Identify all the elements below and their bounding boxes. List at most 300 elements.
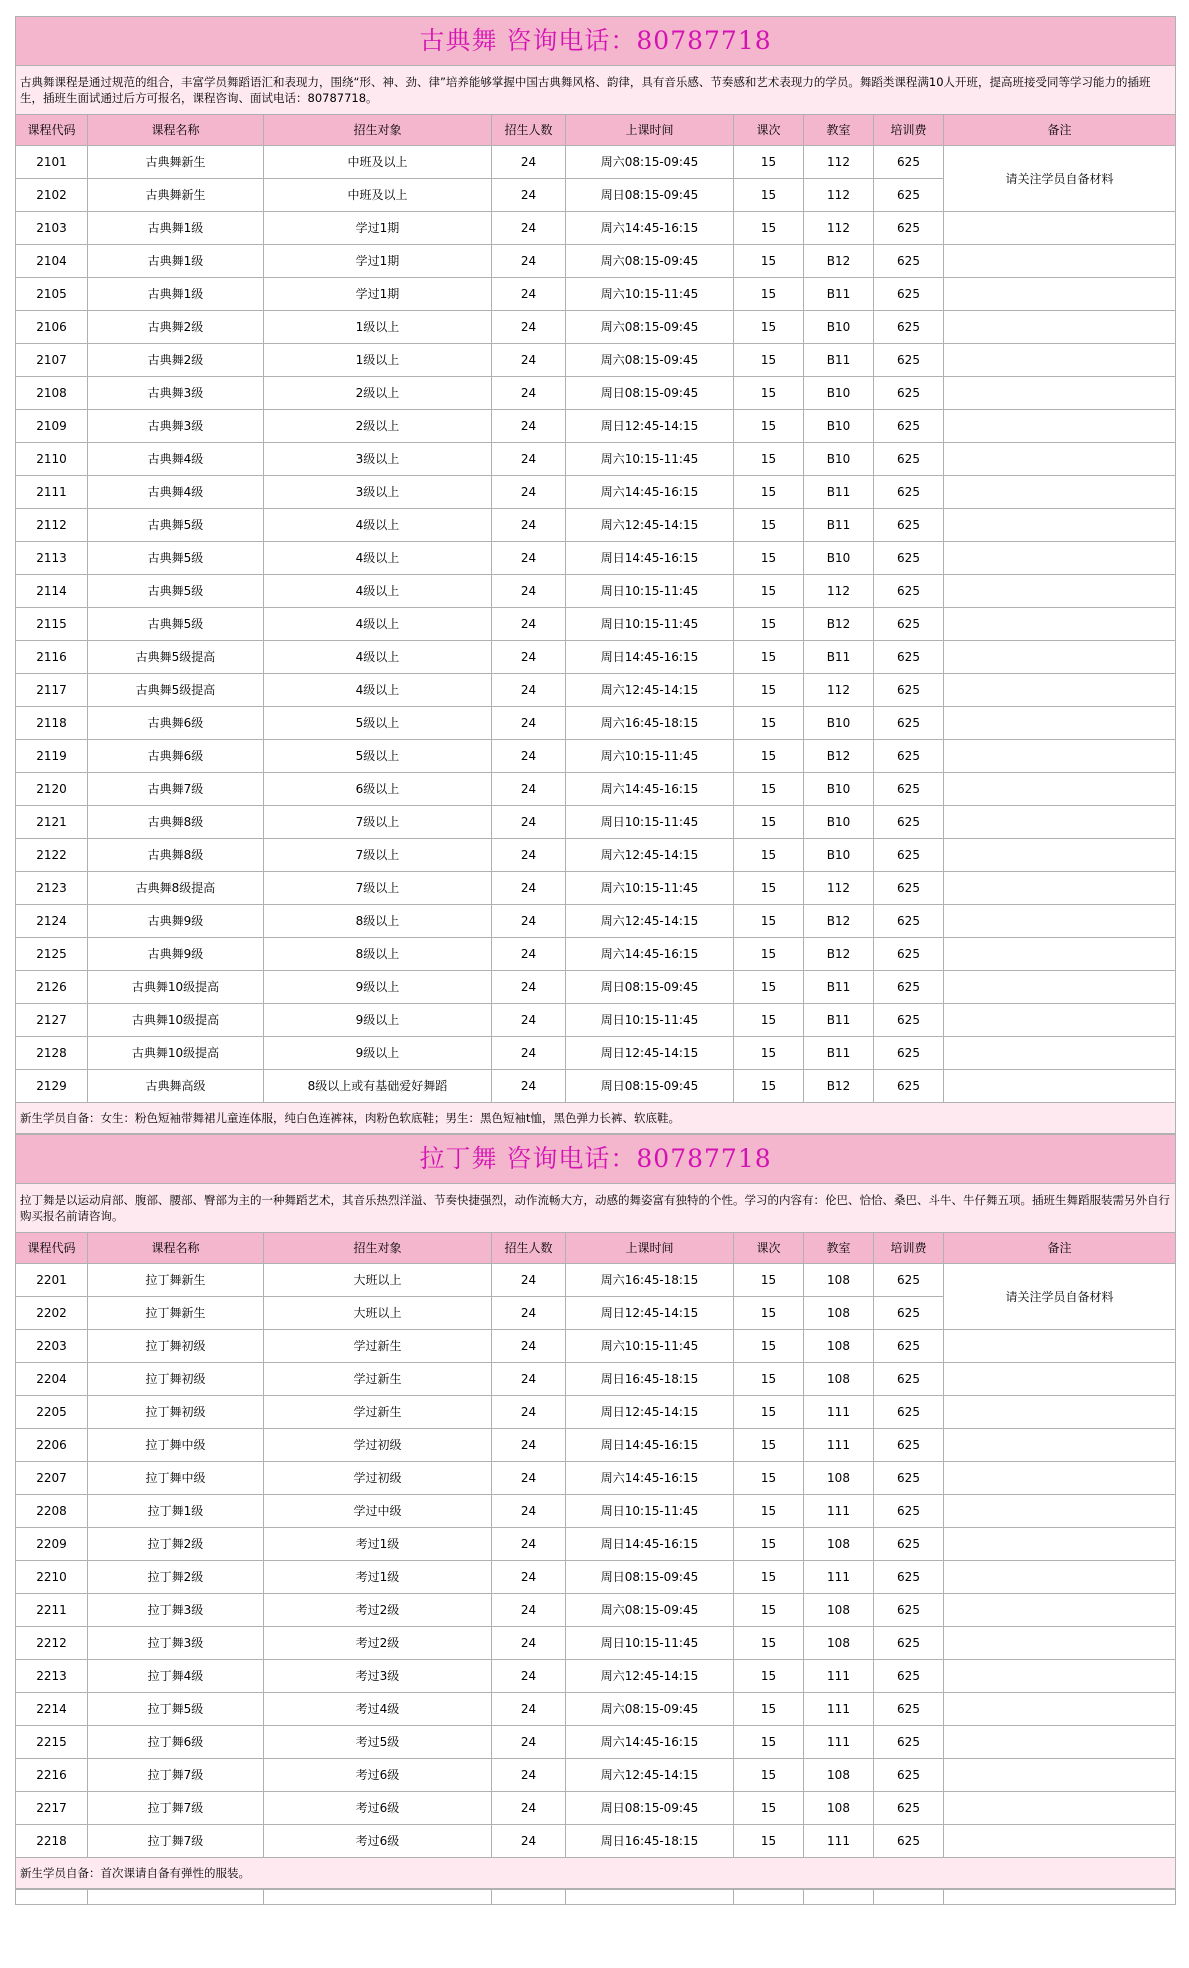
table-cell: 625 (874, 1429, 944, 1462)
table-cell: B12 (804, 1070, 874, 1103)
table-cell: 15 (734, 707, 804, 740)
table-cell: 周六16:45-18:15 (566, 707, 734, 740)
table-cell: 108 (804, 1528, 874, 1561)
table-row (16, 377, 1176, 410)
table-cell: 24 (492, 971, 566, 1004)
table-cell: 2116 (16, 641, 88, 674)
table-cell: 2126 (16, 971, 88, 1004)
table-cell: 周六08:15-09:45 (566, 1693, 734, 1726)
table-row (16, 1004, 1176, 1037)
section-note: 新生学员自备：女生：粉色短袖带舞裙儿童连体服，纯白色连裤袜，肉粉色软底鞋；男生：黑色短袖t恤，黑色弹力长裤、软底鞋。 (16, 1103, 1176, 1134)
table-cell: 24 (492, 872, 566, 905)
table-cell: 24 (492, 1037, 566, 1070)
table-cell: 108 (804, 1363, 874, 1396)
table-cell: 24 (492, 212, 566, 245)
table-cell: 2114 (16, 575, 88, 608)
table-cell: 拉丁舞初级 (88, 1363, 264, 1396)
table-cell: 周日12:45-14:15 (566, 1297, 734, 1330)
table-cell: 112 (804, 575, 874, 608)
table-cell: 15 (734, 410, 804, 443)
table-row (16, 1759, 1176, 1792)
table-cell: 625 (874, 1660, 944, 1693)
table-cell: 15 (734, 179, 804, 212)
table-cell: 2125 (16, 938, 88, 971)
empty-cell (264, 1890, 492, 1905)
table-cell: 古典舞3级 (88, 377, 264, 410)
table-cell: 24 (492, 1759, 566, 1792)
table-cell: 625 (874, 443, 944, 476)
table-row (16, 575, 1176, 608)
table-cell: 15 (734, 1627, 804, 1660)
table-cell: 古典舞高级 (88, 1070, 264, 1103)
remark-cell (944, 1561, 1176, 1594)
table-cell: 24 (492, 1660, 566, 1693)
table-cell: 625 (874, 1726, 944, 1759)
table-row (16, 773, 1176, 806)
table-cell: B11 (804, 344, 874, 377)
table-cell: 8级以上 (264, 938, 492, 971)
empty-cell (874, 1890, 944, 1905)
table-cell: 古典舞10级提高 (88, 971, 264, 1004)
table-row (16, 410, 1176, 443)
table-row (16, 674, 1176, 707)
table-cell: 2210 (16, 1561, 88, 1594)
table-cell: 2201 (16, 1264, 88, 1297)
table-cell: 625 (874, 1297, 944, 1330)
table-cell: 2206 (16, 1429, 88, 1462)
remark-cell (944, 1660, 1176, 1693)
header-row (16, 115, 1176, 146)
remark-cell (944, 806, 1176, 839)
table-cell: 24 (492, 278, 566, 311)
remark-cell (944, 410, 1176, 443)
table-cell: 2级以上 (264, 410, 492, 443)
table-cell: 4级以上 (264, 509, 492, 542)
table-cell: 111 (804, 1495, 874, 1528)
table-row (16, 1330, 1176, 1363)
table-cell: 15 (734, 1330, 804, 1363)
table-cell: 学过新生 (264, 1330, 492, 1363)
table-cell: 拉丁舞5级 (88, 1693, 264, 1726)
table-cell: 24 (492, 377, 566, 410)
table-cell: 15 (734, 146, 804, 179)
table-cell: 周日08:15-09:45 (566, 1070, 734, 1103)
table-cell: 周六14:45-16:15 (566, 938, 734, 971)
table-cell: 625 (874, 938, 944, 971)
table-cell: 周六14:45-16:15 (566, 1726, 734, 1759)
table-cell: 625 (874, 1495, 944, 1528)
table-cell: 15 (734, 212, 804, 245)
table-cell: 周日10:15-11:45 (566, 1627, 734, 1660)
table-cell: 625 (874, 674, 944, 707)
table-cell: 2121 (16, 806, 88, 839)
table-row (16, 1561, 1176, 1594)
table-cell: B10 (804, 311, 874, 344)
table-cell: 2108 (16, 377, 88, 410)
table-cell: B12 (804, 245, 874, 278)
table-cell: 15 (734, 905, 804, 938)
table-cell: 8级以上 (264, 905, 492, 938)
table-cell: 15 (734, 575, 804, 608)
column-header: 培训费 (874, 1233, 944, 1264)
table-cell: 周六10:15-11:45 (566, 1330, 734, 1363)
table-cell: 2127 (16, 1004, 88, 1037)
table-cell: 2111 (16, 476, 88, 509)
table-cell: 2205 (16, 1396, 88, 1429)
table-row (16, 1037, 1176, 1070)
table-cell: 周六08:15-09:45 (566, 344, 734, 377)
table-cell: 拉丁舞中级 (88, 1429, 264, 1462)
table-cell: 学过初级 (264, 1429, 492, 1462)
table-cell: 625 (874, 1627, 944, 1660)
table-cell: B11 (804, 641, 874, 674)
table-cell: 108 (804, 1297, 874, 1330)
table-cell: 24 (492, 1330, 566, 1363)
table-cell: 625 (874, 1792, 944, 1825)
table-cell: 2129 (16, 1070, 88, 1103)
table-cell: 24 (492, 1264, 566, 1297)
table-cell: 2204 (16, 1363, 88, 1396)
table-cell: 拉丁舞2级 (88, 1528, 264, 1561)
table-cell: 5级以上 (264, 740, 492, 773)
table-cell: B12 (804, 608, 874, 641)
table-cell: 24 (492, 509, 566, 542)
table-cell: 15 (734, 542, 804, 575)
table-cell: 2115 (16, 608, 88, 641)
table-cell: 拉丁舞6级 (88, 1726, 264, 1759)
table-row (16, 938, 1176, 971)
table-cell: 625 (874, 509, 944, 542)
table-cell: 24 (492, 1495, 566, 1528)
remark-cell (944, 971, 1176, 1004)
table-cell: 2212 (16, 1627, 88, 1660)
table-cell: 1级以上 (264, 311, 492, 344)
table-cell: 625 (874, 1330, 944, 1363)
table-cell: 15 (734, 1363, 804, 1396)
table-cell: B11 (804, 476, 874, 509)
table-cell: 625 (874, 245, 944, 278)
table-cell: 24 (492, 476, 566, 509)
table-cell: 7级以上 (264, 872, 492, 905)
table-cell: 9级以上 (264, 1004, 492, 1037)
remark-cell (944, 1330, 1176, 1363)
table-cell: B12 (804, 740, 874, 773)
table-cell: 周六08:15-09:45 (566, 311, 734, 344)
column-header: 上课时间 (566, 1233, 734, 1264)
table-cell: 2202 (16, 1297, 88, 1330)
table-row (16, 707, 1176, 740)
remark-cell (944, 542, 1176, 575)
table-cell: 625 (874, 872, 944, 905)
table-cell: 625 (874, 1693, 944, 1726)
table-row (16, 740, 1176, 773)
table-row (16, 146, 1176, 179)
table-cell: 108 (804, 1792, 874, 1825)
table-cell: 15 (734, 443, 804, 476)
remark-cell (944, 1825, 1176, 1858)
table-cell: 周六08:15-09:45 (566, 245, 734, 278)
table-cell: 15 (734, 1759, 804, 1792)
table-cell: 15 (734, 311, 804, 344)
table-cell: 2216 (16, 1759, 88, 1792)
table-cell: 15 (734, 641, 804, 674)
table-cell: 3级以上 (264, 443, 492, 476)
remark-cell (944, 1693, 1176, 1726)
remark-cell (944, 278, 1176, 311)
section-title: 拉丁舞 咨询电话：80787718 (16, 1135, 1176, 1184)
table-cell: 5级以上 (264, 707, 492, 740)
table-cell: 24 (492, 938, 566, 971)
table-cell: 625 (874, 905, 944, 938)
table-cell: 111 (804, 1429, 874, 1462)
table-cell: 2105 (16, 278, 88, 311)
table-cell: 周日08:15-09:45 (566, 971, 734, 1004)
table-row (16, 443, 1176, 476)
table-row (16, 971, 1176, 1004)
table-row (16, 1363, 1176, 1396)
table-cell: 15 (734, 1594, 804, 1627)
table-cell: 625 (874, 740, 944, 773)
table-cell: 625 (874, 1825, 944, 1858)
table-row (16, 311, 1176, 344)
table-cell: 112 (804, 674, 874, 707)
table-cell: 24 (492, 1792, 566, 1825)
table-cell: 2208 (16, 1495, 88, 1528)
table-cell: 中班及以上 (264, 146, 492, 179)
remark-cell (944, 938, 1176, 971)
column-header: 上课时间 (566, 115, 734, 146)
table-cell: B11 (804, 1037, 874, 1070)
table-cell: 111 (804, 1561, 874, 1594)
table-cell: 周六08:15-09:45 (566, 146, 734, 179)
remark-cell (944, 212, 1176, 245)
remark-cell (944, 1462, 1176, 1495)
table-cell: 24 (492, 839, 566, 872)
remark-cell (944, 311, 1176, 344)
table-cell: 古典舞9级 (88, 938, 264, 971)
section-description: 古典舞课程是通过规范的组合，丰富学员舞蹈语汇和表现力，围绕“形、神、劲、律”培养能够掌握中国古典舞风格、韵律，具有音乐感、节奏感和艺术表现力的学员。舞蹈类课程满10人开班，提高班接受同等学习能力的插班生，插班生面试通过后方可报名，课程咨询、面试电话：80787718。 (16, 66, 1176, 115)
table-cell: 2104 (16, 245, 88, 278)
table-cell: B11 (804, 971, 874, 1004)
table-cell: 24 (492, 773, 566, 806)
table-cell: 15 (734, 278, 804, 311)
table-cell: B10 (804, 377, 874, 410)
table-row (16, 245, 1176, 278)
table-cell: 111 (804, 1660, 874, 1693)
table-cell: 古典舞7级 (88, 773, 264, 806)
table-cell: 112 (804, 212, 874, 245)
table-cell: 周六12:45-14:15 (566, 905, 734, 938)
table-cell: 15 (734, 1726, 804, 1759)
table-cell: 古典舞新生 (88, 146, 264, 179)
table-cell: 15 (734, 1660, 804, 1693)
table-cell: 拉丁舞7级 (88, 1759, 264, 1792)
table-cell: 15 (734, 971, 804, 1004)
section-description: 拉丁舞是以运动肩部、腹部、腰部、臀部为主的一种舞蹈艺术，其音乐热烈洋溢、节奏快捷强烈，动作流畅大方，动感的舞姿富有独特的个性。学习的内容有：伦巴、恰恰、桑巴、斗牛、牛仔舞五项。插班生舞蹈服装需另外自行购买报名前请咨询。 (16, 1184, 1176, 1233)
table-cell: 24 (492, 707, 566, 740)
table-cell: 拉丁舞初级 (88, 1396, 264, 1429)
table-cell: 24 (492, 311, 566, 344)
table-row (16, 641, 1176, 674)
table-cell: 15 (734, 872, 804, 905)
table-cell: 2119 (16, 740, 88, 773)
table-cell: 24 (492, 1594, 566, 1627)
table-cell: 9级以上 (264, 971, 492, 1004)
top-blank-row (15, 0, 1175, 16)
table-cell: 周日12:45-14:15 (566, 1037, 734, 1070)
table-cell: 周六14:45-16:15 (566, 773, 734, 806)
table-cell: 108 (804, 1759, 874, 1792)
table-cell: 112 (804, 179, 874, 212)
remark-cell (944, 1396, 1176, 1429)
table-cell: 625 (874, 839, 944, 872)
table-row (16, 1693, 1176, 1726)
course-sheet (15, 0, 1175, 1905)
table-cell: 625 (874, 1594, 944, 1627)
table-cell: 周日10:15-11:45 (566, 1004, 734, 1037)
table-row (16, 1495, 1176, 1528)
table-cell: 15 (734, 1264, 804, 1297)
table-cell: 111 (804, 1726, 874, 1759)
table-cell: 2203 (16, 1330, 88, 1363)
table-cell: 学过中级 (264, 1495, 492, 1528)
table-cell: 24 (492, 1528, 566, 1561)
table-cell: 108 (804, 1594, 874, 1627)
table-cell: 2211 (16, 1594, 88, 1627)
table-cell: 古典舞新生 (88, 179, 264, 212)
table-cell: 15 (734, 1792, 804, 1825)
table-cell: 考过2级 (264, 1594, 492, 1627)
table-cell: 24 (492, 905, 566, 938)
table-row (16, 608, 1176, 641)
table-cell: B12 (804, 938, 874, 971)
empty-cell (734, 1890, 804, 1905)
table-cell: 2110 (16, 443, 88, 476)
table-cell: 625 (874, 1396, 944, 1429)
table-cell: 考过2级 (264, 1627, 492, 1660)
section-note: 新生学员自备：首次课请自备有弹性的服装。 (16, 1858, 1176, 1889)
table-cell: 24 (492, 1561, 566, 1594)
table-cell: 周六14:45-16:15 (566, 1462, 734, 1495)
table-row (16, 542, 1176, 575)
table-cell: 周六14:45-16:15 (566, 476, 734, 509)
table-cell: 625 (874, 1037, 944, 1070)
table-cell: 108 (804, 1462, 874, 1495)
remark-cell (944, 377, 1176, 410)
table-cell: 15 (734, 1825, 804, 1858)
table-cell: 24 (492, 1363, 566, 1396)
table-cell: 拉丁舞7级 (88, 1825, 264, 1858)
empty-cell (944, 1890, 1176, 1905)
table-cell: 15 (734, 1561, 804, 1594)
table-row (16, 806, 1176, 839)
table-cell: 周六12:45-14:15 (566, 1759, 734, 1792)
table-cell: 15 (734, 608, 804, 641)
table-cell: 2207 (16, 1462, 88, 1495)
table-cell: 考过5级 (264, 1726, 492, 1759)
table-row (16, 212, 1176, 245)
table-row (16, 1792, 1176, 1825)
table-cell: 周日16:45-18:15 (566, 1825, 734, 1858)
remark-cell (944, 905, 1176, 938)
table-cell: B11 (804, 278, 874, 311)
table-cell: 15 (734, 938, 804, 971)
table-cell: 15 (734, 773, 804, 806)
table-cell: 拉丁舞7级 (88, 1792, 264, 1825)
remark-cell (944, 1070, 1176, 1103)
table-cell: 108 (804, 1330, 874, 1363)
table-cell: 2209 (16, 1528, 88, 1561)
table-cell: 周日12:45-14:15 (566, 410, 734, 443)
remark-cell (944, 1759, 1176, 1792)
table-cell: 625 (874, 1264, 944, 1297)
table-cell: 24 (492, 806, 566, 839)
remark-cell (944, 773, 1176, 806)
table-cell: 古典舞10级提高 (88, 1004, 264, 1037)
table-row (16, 344, 1176, 377)
table-cell: 15 (734, 245, 804, 278)
table-cell: 2102 (16, 179, 88, 212)
remark-cell (944, 476, 1176, 509)
table-row (16, 1429, 1176, 1462)
table-cell: 拉丁舞4级 (88, 1660, 264, 1693)
table-cell: 周六14:45-16:15 (566, 212, 734, 245)
table-cell: 周日14:45-16:15 (566, 542, 734, 575)
table-cell: 2117 (16, 674, 88, 707)
table-cell: 24 (492, 1726, 566, 1759)
table-cell: 15 (734, 1693, 804, 1726)
column-header: 培训费 (874, 115, 944, 146)
table-cell: 古典舞1级 (88, 245, 264, 278)
column-header: 招生对象 (264, 115, 492, 146)
course-table (15, 1134, 1176, 1889)
table-cell: 学过初级 (264, 1462, 492, 1495)
table-cell: 古典舞5级 (88, 608, 264, 641)
table-cell: 2107 (16, 344, 88, 377)
table-cell: B11 (804, 509, 874, 542)
table-cell: 古典舞2级 (88, 311, 264, 344)
table-cell: 2122 (16, 839, 88, 872)
remark-cell (944, 1792, 1176, 1825)
table-cell: 学过1期 (264, 212, 492, 245)
table-cell: 15 (734, 1495, 804, 1528)
table-cell: 111 (804, 1693, 874, 1726)
table-cell: 24 (492, 344, 566, 377)
table-cell: 108 (804, 1627, 874, 1660)
table-row (16, 1660, 1176, 1693)
table-cell: B10 (804, 773, 874, 806)
table-cell: 2214 (16, 1693, 88, 1726)
table-cell: 古典舞6级 (88, 707, 264, 740)
course-table (15, 16, 1176, 1134)
remark-cell (944, 575, 1176, 608)
remark-cell (944, 641, 1176, 674)
table-cell: 24 (492, 641, 566, 674)
table-cell: 周六10:15-11:45 (566, 740, 734, 773)
table-cell: 15 (734, 1396, 804, 1429)
remark-cell (944, 707, 1176, 740)
table-cell: 古典舞3级 (88, 410, 264, 443)
remark-cell (944, 1726, 1176, 1759)
table-cell: 625 (874, 971, 944, 1004)
remark-cell (944, 740, 1176, 773)
table-cell: 周日08:15-09:45 (566, 179, 734, 212)
table-row (16, 1396, 1176, 1429)
column-header: 招生对象 (264, 1233, 492, 1264)
table-cell: 24 (492, 1693, 566, 1726)
table-row (16, 1726, 1176, 1759)
table-cell: 15 (734, 1004, 804, 1037)
